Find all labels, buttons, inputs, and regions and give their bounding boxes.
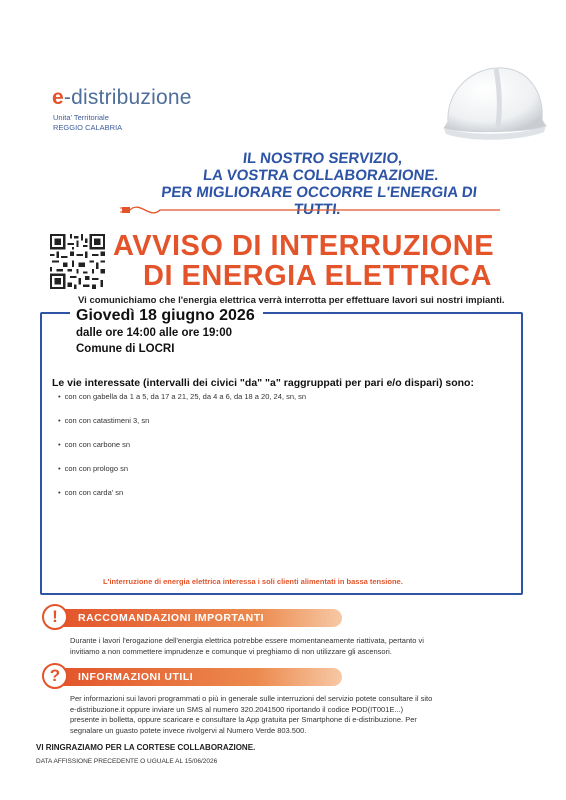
brand-logo	[52, 86, 192, 110]
list-item: • con con catastimeni 3, sn	[58, 416, 306, 440]
helmet-icon	[438, 60, 548, 152]
slogan-line-2: LA VOSTRA COLLABORAZIONE.	[202, 167, 440, 184]
info-header	[56, 668, 342, 686]
unit-line-1: Unita' Territoriale	[53, 113, 109, 122]
info-line-3: presente in bolletta, oppure scaricare e consultare la App gratuita per Smartphone di e-distribuzione. Per	[70, 715, 417, 724]
streets-heading: Le vie interessate (intervalli dei civici "da" "a" raggruppati per pari e/o dispari) sono:	[52, 377, 474, 389]
recommendations-line-1: Durante i lavori l'erogazione dell'energia elettrica potrebbe essere momentaneamente riattivata, pertanto vi	[70, 636, 424, 645]
notice-intro: Vi comunichiamo che l'energia elettrica verrà interrotta per effettuare lavori sui nostri impianti.	[78, 295, 505, 306]
recommendations-text	[70, 636, 424, 657]
info-text	[70, 694, 432, 736]
qr-code-icon	[50, 234, 105, 289]
logo-e: e	[52, 86, 64, 109]
notice-title-line-2: DI ENERGIA ELETTRICA	[143, 260, 492, 292]
info-line-1: Per informazioni sui lavori programmati o più in generale sulle interruzioni del servizio potete consultare il sito	[70, 694, 433, 703]
list-item: • con con prologo sn	[58, 464, 306, 488]
date-block	[70, 306, 263, 357]
plug-cable-icon	[120, 196, 510, 220]
streets-list	[58, 392, 306, 512]
slogan-line-1: IL NOSTRO SERVIZIO,	[242, 150, 404, 167]
municipality: Comune di LOCRI	[76, 343, 175, 355]
unit-line-2: REGGIO CALABRIA	[53, 123, 123, 132]
slogan-line-3: PER MIGLIORARE OCCORRE L'ENERGIA DI TUTTI.	[160, 184, 478, 218]
thanks-line: VI RINGRAZIAMO PER LA CORTESE COLLABORAZIONE.	[36, 743, 256, 752]
notice-title-line-1: AVVISO DI INTERRUZIONE	[113, 230, 495, 262]
recommendations-title: RACCOMANDAZIONI IMPORTANTI	[78, 612, 265, 624]
territorial-unit	[53, 113, 122, 133]
outage-date: Giovedì 18 giugno 2026	[76, 307, 255, 324]
logo-text: -distribuzione	[63, 86, 192, 109]
info-line-4: segnalare un guasto potete invece rivolgervi al Numero Verde 803.500.	[70, 725, 307, 735]
recommendations-header	[56, 609, 342, 627]
list-item: • con con gabella da 1 a 5, da 17 a 21, 25, da 4 a 6, da 18 a 20, 24, sn, sn	[58, 392, 306, 416]
exclamation-icon: !	[42, 604, 68, 630]
outage-hours: dalle ore 14:00 alle ore 19:00	[76, 327, 232, 339]
info-title: INFORMAZIONI UTILI	[78, 671, 194, 683]
question-icon: ?	[42, 663, 68, 689]
posting-date: DATA AFFISSIONE PRECEDENTE O UGUALE AL 15/06/2026	[36, 758, 218, 765]
recommendations-line-2: invitiamo a non commettere imprudenze e comunque vi preghiamo di non utilizzare gli ascensori.	[70, 646, 392, 656]
low-voltage-note: L'interruzione di energia elettrica interessa i soli clienti alimentati in bassa tensione.	[103, 577, 403, 586]
list-item: • con con carda' sn	[58, 488, 306, 512]
info-line-2: e-distribuzione.it oppure inviare un SMS al numero 320.2041500 riportando il codice POD(IT001E...)	[70, 704, 404, 714]
list-item: • con con carbone sn	[58, 440, 306, 464]
